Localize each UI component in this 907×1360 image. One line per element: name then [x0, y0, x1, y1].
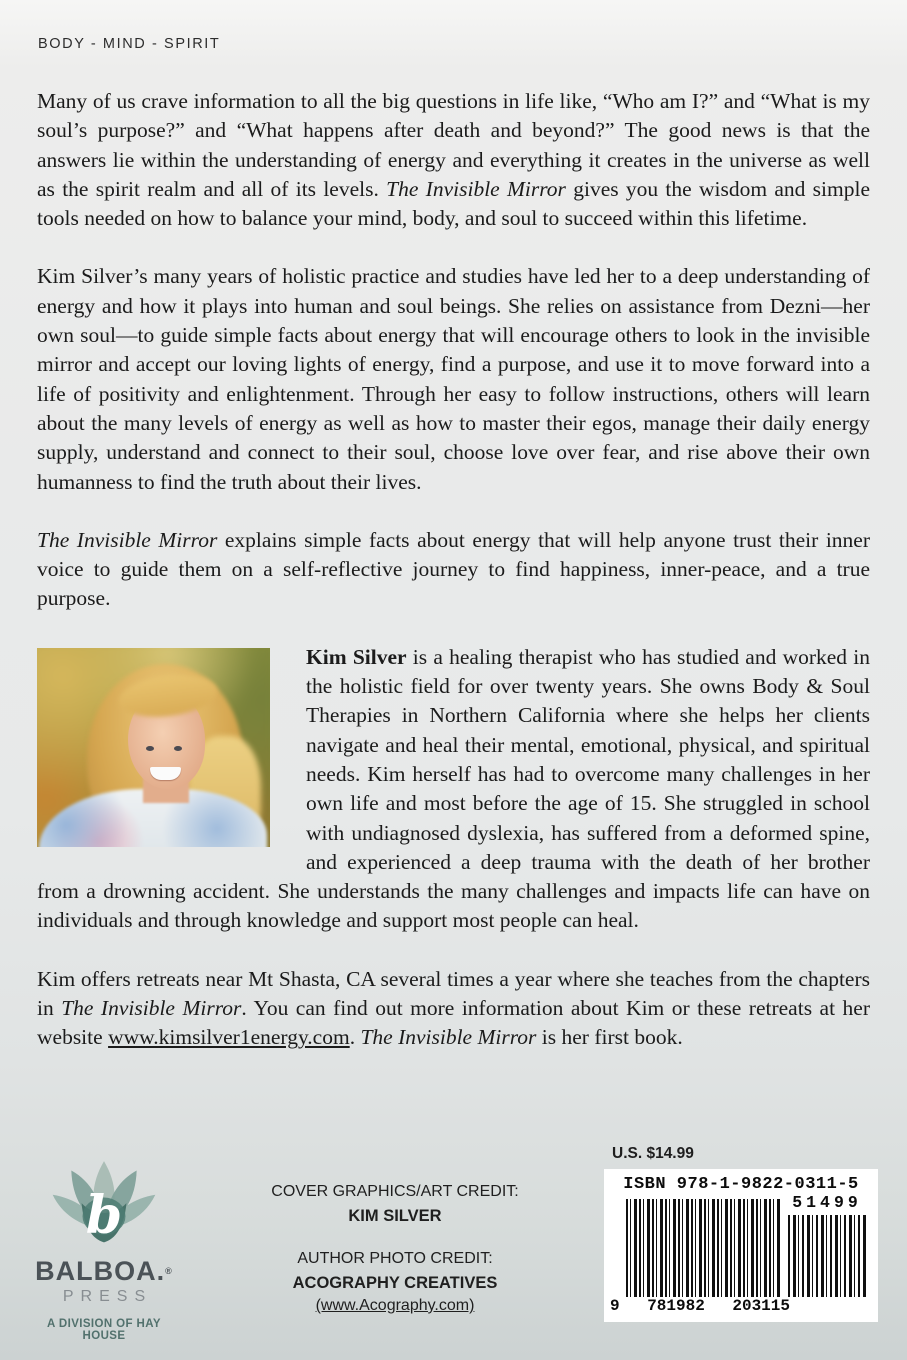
category-label: BODY - MIND - SPIRIT	[38, 36, 221, 52]
author-website-link[interactable]: www.kimsilver1energy.com	[108, 1025, 350, 1050]
author-bio-paragraph: Kim Silver is a healing therapist who has studied and worked in the holistic field for over twenty years. She owns Body & Soul Therapies in Northern California where she helps her clients navigate and heal their mental, emotional, physical, and spiritual needs. Kim herself has had to overcome many challenges in her own life and most before the age of 15. She struggled in school with undiagnosed dyslexia, has suffered from a deformed spine, and experienced a deep trauma with the death of her brother from a drowning accident. She understands the many challenges and impacts life can have on individuals and through knowledge and support most people can heal.	[37, 644, 870, 933]
cover-credit-label: COVER GRAPHICS/ART CREDIT:	[271, 1183, 519, 1200]
ean-barcode	[626, 1199, 782, 1297]
author-bio-section	[37, 643, 870, 936]
ean-digits: 9 781982 203115	[610, 1297, 790, 1315]
photo-smile	[150, 767, 181, 780]
price-addon-barcode	[788, 1215, 866, 1297]
logo-letter-b: b	[85, 1185, 123, 1246]
photo-eye-right	[174, 746, 182, 751]
publisher-block	[33, 1157, 175, 1342]
author-photo	[37, 648, 270, 847]
isbn-barcode-box	[604, 1169, 878, 1322]
credits-block	[240, 1183, 550, 1315]
back-cover-copy	[37, 87, 870, 1135]
publisher-press-label: PRESS	[62, 1288, 153, 1305]
price-addon-digits: 51499	[792, 1193, 862, 1212]
balboa-lotus-logo-icon	[48, 1157, 160, 1253]
registered-mark: ®	[165, 1266, 173, 1276]
photo-credit-name: ACOGRAPHY CREATIVES	[292, 1274, 498, 1292]
cover-credit-name: KIM SILVER	[348, 1207, 442, 1225]
price-label: U.S. $14.99	[612, 1145, 694, 1162]
publisher-division-label: A DIVISION OF HAY HOUSE	[47, 1318, 161, 1342]
photo-eye-left	[146, 746, 154, 751]
retreats-paragraph: Kim offers retreats near Mt Shasta, CA several times a year where she teaches from the chapters in The Invisible Mirror. You can find out more information about Kim or these retreats at her website www.kimsilver1energy.com. The Invisible Mirror is her first book.	[37, 966, 870, 1050]
synopsis-paragraph-2: Kim Silver’s many years of holistic practice and studies have led her to a deep understanding of energy and how it plays into human and soul beings. She relies on assistance from Dezni—her own soul—to guide simple facts about energy that will encourage others to look in the invisible mirror and accept our loving lights of energy, find a purpose, and use it to move forward into a life of positivity and enlightenment. Through her easy to follow instructions, others will learn about the many levels of energy as well as how to master their egos, manage their daily energy supply, understand and connect to their soul, choose love over fear, and rise above their own humanness to find the truth about their lives.	[37, 264, 870, 494]
photo-credit-label: AUTHOR PHOTO CREDIT:	[297, 1250, 493, 1267]
synopsis-paragraph-1: Many of us crave information to all the big questions in life like, “Who am I?” and “What is my soul’s purpose?” and “What happens after death and beyond?” The good news is that the answers lie within the understanding of energy and everything it creates in the universe as well as the spirit realm and all of its levels. The Invisible Mirror gives you the wisdom and simple tools needed on how to balance your mind, body, and soul to succeed within this lifetime.	[37, 89, 870, 231]
isbn-number: ISBN 978-1-9822-0311-5	[623, 1175, 859, 1194]
synopsis-paragraph-3: The Invisible Mirror explains simple facts about energy that will help anyone trust their inner voice to guide them on a self-reflective journey to find happiness, inner-peace, and a true purpose.	[37, 527, 870, 611]
acography-website-link[interactable]: (www.Acography.com)	[315, 1297, 475, 1314]
publisher-name: BALBOA.®	[35, 1256, 173, 1286]
